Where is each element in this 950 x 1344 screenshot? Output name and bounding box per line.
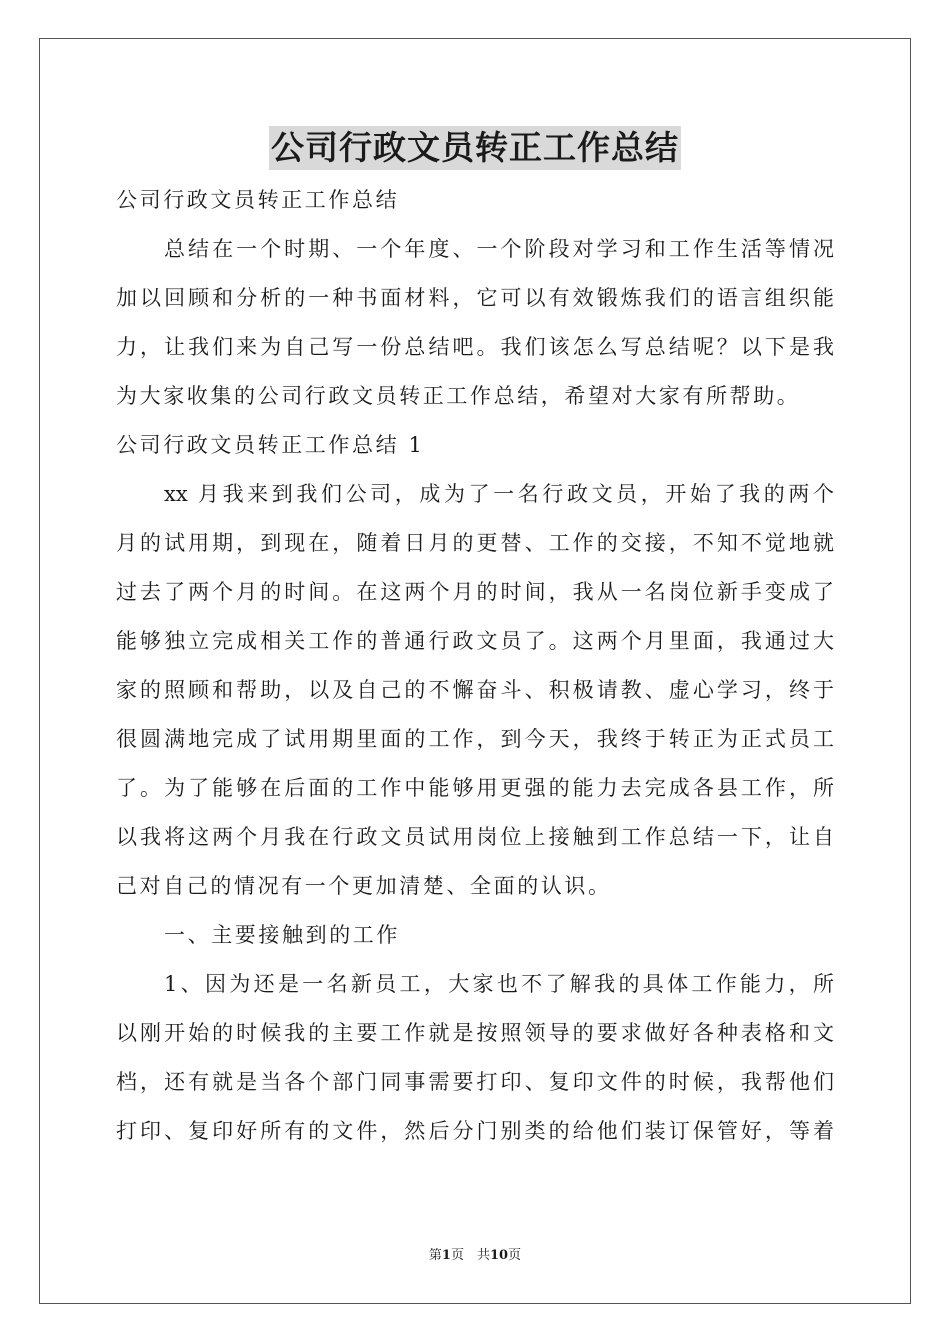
text-line: 1、因为还是一名新员工，大家也不了解我的具体工作能力，所 [164, 972, 834, 996]
text-line: 家的照顾和帮助，以及自己的不懈奋斗、积极请教、虚心学习，终于 [116, 678, 834, 702]
text-line: 为大家收集的公司行政文员转正工作总结，希望对大家有所帮助。 [116, 384, 801, 408]
document-body [116, 176, 834, 1156]
footer-page-current: 1 [441, 1248, 451, 1263]
text-line: 以刚开始的时候我的主要工作就是按照领导的要求做好各种表格和文 [116, 1021, 834, 1045]
text-line: 公司行政文员转正工作总结 1 [116, 433, 425, 457]
text-line: 了。为了能够在后面的工作中能够用更强的能力去完成各县工作，所 [116, 776, 834, 800]
text-line: 加以回顾和分析的一种书面材料，它可以有效锻炼我们的语言组织能 [116, 286, 834, 310]
footer-mid: 页 共 [450, 1248, 490, 1263]
text-line: 能够独立完成相关工作的普通行政文员了。这两个月里面，我通过大 [116, 629, 834, 653]
footer-prefix: 第 [428, 1248, 442, 1263]
page-footer [0, 1246, 950, 1266]
text-line: 己对自己的情况有一个更加清楚、全面的认识。 [116, 874, 612, 898]
text-line: xx 月我来到我们公司，成为了一名行政文员，开始了我的两个 [164, 482, 834, 506]
title-container [0, 126, 950, 170]
footer-page-total: 10 [489, 1248, 509, 1263]
document-title: 公司行政文员转正工作总结 [269, 126, 681, 170]
text-line: 打印、复印好所有的文件，然后分门别类的给他们装订保管好，等着 [116, 1119, 834, 1143]
text-line: 公司行政文员转正工作总结 [116, 188, 400, 212]
text-line: 很圆满地完成了试用期里面的工作，到今天，我终于转正为正式员工 [116, 727, 834, 751]
text-line: 总结在一个时期、一个年度、一个阶段对学习和工作生活等情况 [164, 237, 834, 261]
text-line: 过去了两个月的时间。在这两个月的时间，我从一名岗位新手变成了 [116, 580, 834, 604]
text-line: 一、主要接触到的工作 [164, 923, 400, 947]
text-line: 档，还有就是当各个部门同事需要打印、复印文件的时候，我帮他们 [116, 1070, 834, 1094]
text-line: 力，让我们来为自己写一份总结吧。我们该怎么写总结呢？以下是我 [116, 335, 834, 359]
text-line: 月的试用期，到现在，随着日月的更替、工作的交接，不知不觉地就 [116, 531, 834, 555]
text-line: 以我将这两个月我在行政文员试用岗位上接触到工作总结一下，让自 [116, 825, 834, 849]
footer-suffix: 页 [508, 1248, 522, 1263]
